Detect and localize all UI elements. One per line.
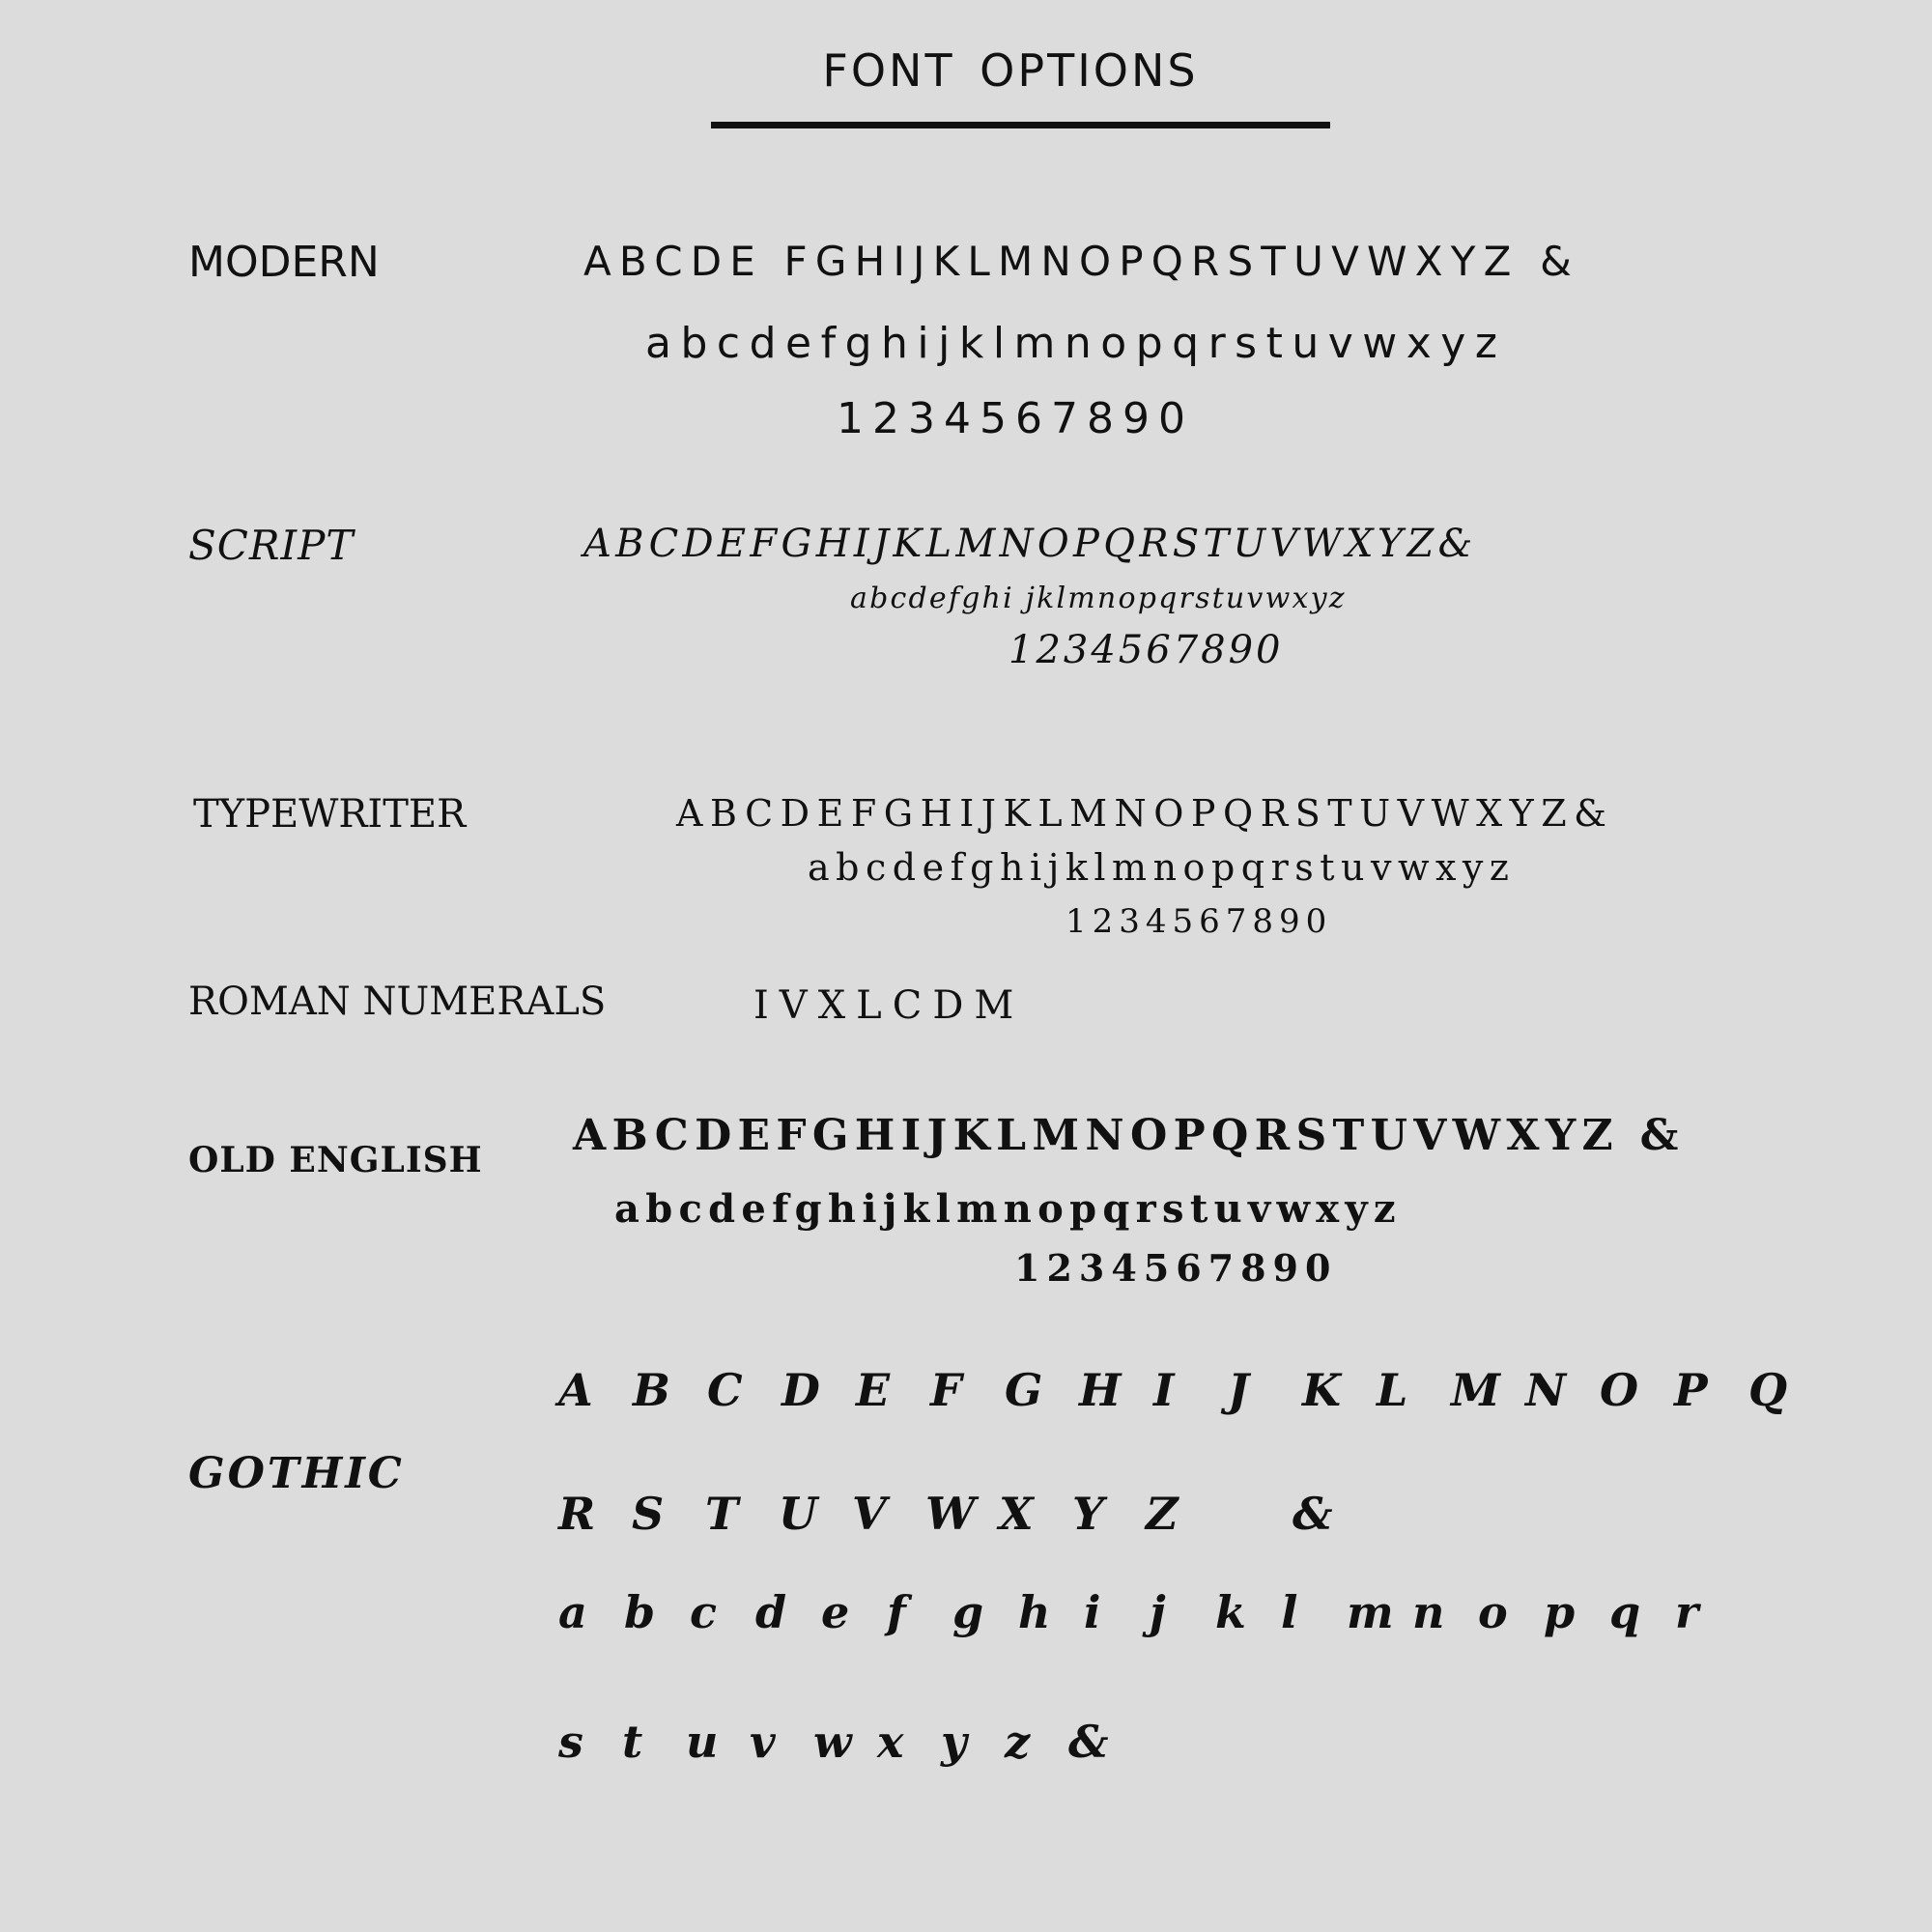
typewriter-uppercase-sample: ABCDEFGHIJKLMNOPQRSTUVWXYZ& [676,792,1614,835]
gothic-glyph: I [1153,1364,1175,1416]
gothic-glyph: g [952,1586,984,1638]
gothic-uppercase-row-1 [558,1364,1823,1416]
gothic-glyph: L [1377,1364,1408,1416]
typewriter-lowercase-sample: abcdefghijklmnopqrstuvwxyz [808,846,1516,889]
gothic-glyph: & [1068,1716,1109,1768]
gothic-glyph: f [887,1586,906,1638]
modern-uppercase-sample: ABCDE FGHIJKLMNOPQRSTUVWXYZ & [583,238,1580,285]
gothic-glyph: h [1018,1586,1051,1638]
gothic-glyph: d [755,1586,787,1638]
gothic-glyph: w [813,1716,852,1768]
gothic-glyph: i [1084,1586,1101,1638]
gothic-glyph: y [941,1716,967,1768]
gothic-glyph: O [1600,1364,1639,1416]
gothic-glyph: u [686,1716,719,1768]
gothic-glyph: P [1674,1364,1708,1416]
gothic-glyph: Z [1146,1488,1179,1540]
gothic-glyph: z [1005,1716,1031,1768]
gothic-glyph: c [690,1586,718,1638]
old-english-lowercase-sample: abcdefghijklmnopqrstuvwxyz [614,1186,1402,1232]
gothic-glyph: t [622,1716,643,1768]
gothic-glyph: k [1215,1586,1246,1638]
gothic-glyph: m [1347,1586,1394,1638]
font-label-modern: MODERN [188,238,380,287]
gothic-glyph: E [856,1364,891,1416]
gothic-glyph: n [1412,1586,1445,1638]
gothic-glyph: b [624,1586,656,1638]
gothic-glyph: F [930,1364,962,1416]
gothic-glyph [1219,1488,1293,1540]
gothic-glyph: S [632,1488,665,1540]
roman-numerals-sample: IVXLCDM [753,983,1025,1028]
script-lowercase-sample: abcdefghi jklmnopqrstuvwxyz [850,582,1347,615]
gothic-glyph: N [1525,1364,1567,1416]
gothic-lowercase-row-2 [558,1716,1132,1768]
gothic-glyph: D [781,1364,820,1416]
modern-lowercase-sample: abcdefghijklmnopqrstuvwxyz [645,319,1507,368]
gothic-glyph: x [877,1716,904,1768]
old-english-numbers-sample: 1234567890 [1014,1246,1338,1290]
gothic-glyph: o [1478,1586,1508,1638]
font-label-roman-numerals: ROMAN NUMERALS [188,980,607,1024]
gothic-glyph: R [558,1488,596,1540]
gothic-uppercase-row-2 [558,1488,1366,1540]
gothic-glyph: B [633,1364,670,1416]
gothic-glyph: H [1079,1364,1122,1416]
gothic-glyph: s [558,1716,583,1768]
gothic-glyph: V [852,1488,887,1540]
typewriter-numbers-sample: 1234567890 [1065,902,1333,941]
gothic-lowercase-row-1 [558,1586,1741,1638]
title-underline [711,122,1330,128]
gothic-glyph: W [925,1488,976,1540]
gothic-glyph: M [1451,1364,1500,1416]
gothic-glyph: Y [1072,1488,1104,1540]
gothic-glyph: T [705,1488,739,1540]
gothic-glyph: K [1302,1364,1341,1416]
gothic-glyph: q [1609,1586,1641,1638]
gothic-glyph: v [750,1716,776,1768]
script-numbers-sample: 1234567890 [1009,628,1284,672]
page-title: FONT OPTIONS [822,44,1199,97]
gothic-glyph: X [999,1488,1034,1540]
gothic-glyph: G [1005,1364,1043,1416]
gothic-glyph: J [1228,1364,1249,1416]
font-label-script: SCRIPT [188,522,355,569]
gothic-glyph: r [1675,1586,1699,1638]
gothic-glyph: p [1544,1586,1576,1638]
gothic-glyph: & [1293,1488,1333,1540]
gothic-glyph: e [821,1586,850,1638]
gothic-glyph: Q [1748,1364,1788,1416]
gothic-glyph: a [558,1586,587,1638]
font-label-gothic: GOTHIC [188,1449,405,1498]
old-english-uppercase-sample: ABCDEFGHIJKLMNOPQRSTUVWXYZ & [573,1111,1685,1160]
gothic-glyph: l [1281,1586,1298,1638]
modern-numbers-sample: 1234567890 [837,394,1194,443]
gothic-glyph: A [558,1364,593,1416]
gothic-glyph: U [779,1488,818,1540]
font-label-old-english: OLD ENGLISH [188,1140,483,1180]
gothic-glyph: j [1150,1586,1166,1638]
gothic-glyph: C [707,1364,743,1416]
font-label-typewriter: TYPEWRITER [193,792,467,837]
script-uppercase-sample: ABCDEFGHIJKLMNOPQRSTUVWXYZ& [583,522,1477,566]
